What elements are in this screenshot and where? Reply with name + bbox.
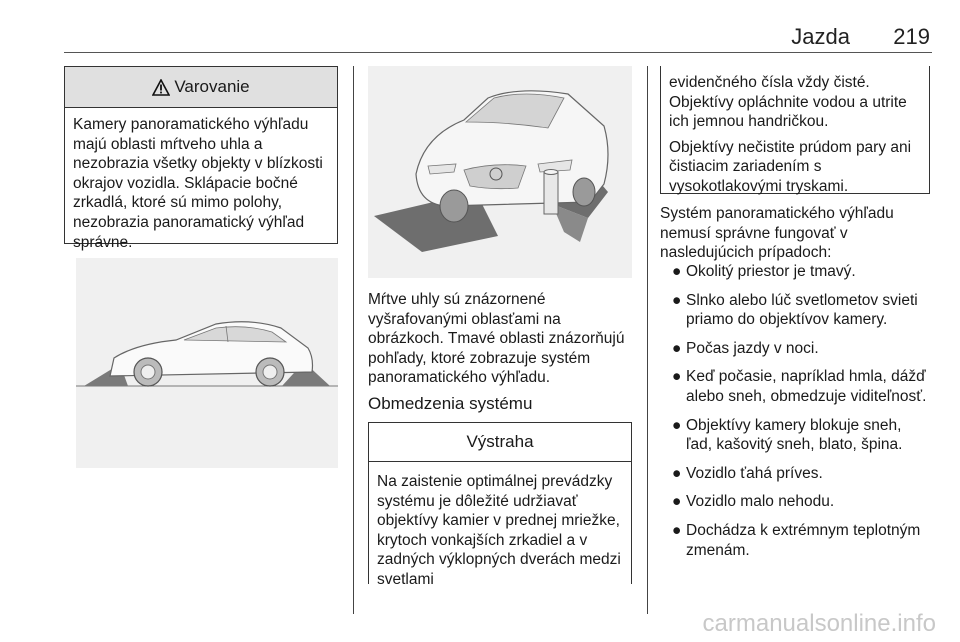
list-item: ● Počas jazdy v noci.: [672, 339, 819, 357]
list-item: ● Vozidlo malo nehodu.: [672, 493, 835, 511]
limitations-list: [660, 262, 930, 569]
list-item: ● Objektívy kamery blokuje sneh, ľad, kašovitý sneh, blato, špina.: [672, 416, 903, 454]
bullet-icon: ●: [672, 263, 682, 280]
bullet-icon: ●: [672, 493, 682, 511]
bullet-icon: ●: [672, 464, 682, 482]
caution-title: Výstraha: [369, 423, 631, 462]
list-item: ● Slnko alebo lúč svetlometov svieti priamo do objektívov kamery.: [672, 291, 918, 329]
section-heading: Obmedzenia systému: [368, 394, 533, 413]
page-number: 219: [893, 24, 930, 49]
warning-box: [64, 66, 338, 251]
bullet-icon: ●: [672, 368, 682, 386]
section-title: Jazda: [791, 24, 850, 49]
warning-title: Varovanie: [174, 77, 250, 96]
bullet-icon: ●: [672, 521, 682, 539]
list-item: ● Vozidlo ťahá príves.: [672, 464, 823, 482]
warning-text: Kamery panoramatického výhľadu majú oblasti mŕtveho uhla a nezobrazia všetky objekty v blízkosti okrajov vozidla. Sklápacie bočné zrkadlá, ktoré sú mimo polohy, nezobrazia panoramatický výhľad správne.: [73, 116, 323, 251]
bullet-icon: ●: [672, 339, 682, 357]
caution-box-continued: [660, 66, 930, 194]
bullet-icon: ●: [672, 291, 682, 309]
bullet-icon: ●: [672, 416, 682, 434]
car-front-view-illustration: [368, 66, 632, 278]
warning-triangle-icon: [152, 79, 170, 96]
car-side-view-illustration: [76, 258, 338, 468]
page-header: [64, 0, 932, 53]
caution-text: Na zaistenie optimálnej prevádzky systému je dôležité udržiavať objektívy kamier v prednej mriežke, krytoch vonkajších zrkadiel a v zadných výklopných dverách medzi svetlami: [377, 473, 621, 588]
list-item: ● Dochádza k extrémnym teplotným zmenám.: [672, 521, 921, 559]
caution-box: [368, 422, 632, 588]
limitations-intro: Systém panoramatického výhľadu nemusí správne fungovať v nasledujúcich prípadoch:: [660, 205, 894, 262]
figure-caption: Mŕtve uhly sú znázornené vyšrafovanými oblasťami na obrázkoch. Tmavé oblasti znázorňujú pohľady, ktoré zobrazuje systém panoramatického výhľadu.: [368, 291, 625, 387]
caution-text-part-1: evidenčného čísla vždy čisté. Objektívy opláchnite vodou a utrite ich jemnou handričkou.: [669, 74, 907, 131]
warning-header: [65, 67, 337, 108]
caution-text-part-2: Objektívy nečistite prúdom pary ani čistiacim zariadením s vysokotlakovými tryskami.: [669, 138, 912, 195]
list-item: ● Okolitý priestor je tmavý.: [672, 263, 856, 280]
column-divider: [647, 66, 648, 614]
column-divider: [353, 66, 354, 614]
watermark: carmanualsonline.info: [702, 610, 936, 637]
list-item: ● Keď počasie, napríklad hmla, dážď alebo sneh, obmedzuje viditeľnosť.: [672, 368, 927, 405]
